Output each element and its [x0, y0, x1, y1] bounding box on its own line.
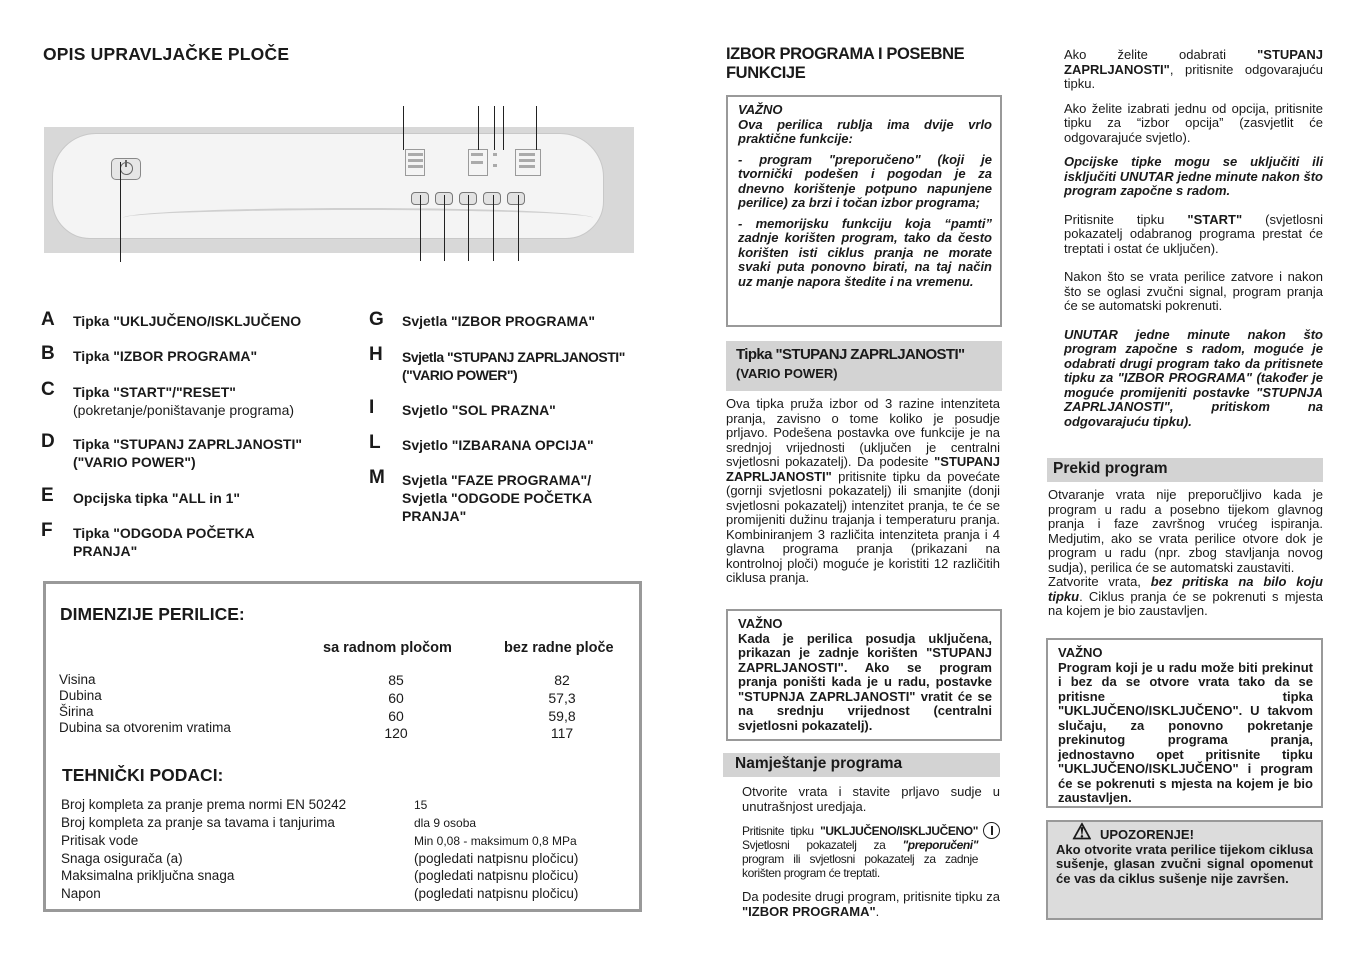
- led: [493, 153, 497, 156]
- setting-text-bold-italic: "preporučeni": [902, 838, 978, 852]
- tech-label: Broj kompleta za pranje prema normi EN 50242: [61, 797, 347, 812]
- led: [519, 165, 535, 168]
- setting-text: .: [875, 903, 880, 919]
- dimensions-box: [43, 581, 642, 912]
- tech-label: Napon: [61, 886, 101, 901]
- vario-text: pritisnite tipku da povećate (gornji svjetlosni pokazatelj) ili smanjite (donji svjetlosni pokazatelj) intenzitet pranja, te će se promijeniti dužinu trajanja i temperaturu pranja. Kombiniranjem 3 različita intenziteta pranja i 4 glavna programa pranja (prikazani na kontrolnoj ploči) moguće je koristiti 12 različitih ciklusa pranja.: [726, 468, 1000, 585]
- tech-value: (pogledati natpisnu pločicu): [414, 851, 579, 866]
- important-text: Ova perilica rublja ima dvije vrlo praktične funkcije:: [738, 116, 992, 146]
- warning-head: UPOZORENJE!: [1100, 827, 1194, 842]
- warning-box: [1046, 820, 1323, 920]
- legend-note: (pokretanje/poništavanje programa): [73, 402, 295, 418]
- important-text: - program "preporučeno" (koji je tvornički podešen i pogodan je za dnevno korištenje potpuno napunjene perilice) za brzi i točan izbor programa;: [738, 151, 992, 210]
- vario-text: Ova tipka pruža izbor od 3 razine intenziteta pranja, zavisno o tome koliko je posudje prljavo. Podešena postavka ove funkcije je na srednjoj vrijednosti (uključen je centralni svjetlosni pokazatelj). Da podesite: [726, 396, 1000, 469]
- right-paragraph: [1064, 48, 1323, 92]
- legend-letter: A: [41, 309, 55, 330]
- right-text: Pritisnite tipku: [1064, 211, 1188, 227]
- dimensions-heading: DIMENZIJE PERILICE:: [60, 604, 245, 624]
- setting-text-bold: "IZBOR PROGRAMA": [742, 903, 876, 919]
- legend-item: Svjetla "IZBOR PROGRAMA": [402, 313, 595, 329]
- legend-item: Tipka "IZBOR PROGRAMA": [73, 348, 258, 364]
- important-text: Program koji je u radu može biti prekinut i bez da se otvore vrata tako da se pritisne tipka "UKLJUČENO/ISKLJUČENO". U takvom slučaju, za ponovno pokretanje prekinutog programa pranja, jednostavno opet pritisnite tipku "UKLJUČENO/ISKLJUČENO" i program će se pokrenuti s mjesta na kojem je bio zaustavljen.: [1058, 659, 1313, 805]
- dimension-value-with: 85: [388, 672, 404, 688]
- setting-text: Svjetlosni pokazatelj za: [742, 838, 903, 852]
- legend-letter: G: [369, 309, 384, 330]
- tech-value: (pogledati natpisnu pločicu): [414, 886, 579, 901]
- dimension-label: Širina: [59, 704, 94, 719]
- vario-text-bold: "STUPANJ ZAPRLJANOSTI": [726, 454, 1000, 484]
- callout-line: [444, 195, 445, 261]
- vario-description: [726, 397, 1000, 586]
- pause-paragraph: Otvaranje vrata nije preporučljivo kada je program u radu a posebno tijekom glavnog pranja i faze završnog vrućeg ispiranja. Medjutim, ako se vrata perilice otvore dok je program u radu (npr. zbog stavljanja novog sudja), perilica će se automatski zaustaviti.: [1048, 487, 1323, 575]
- legend-letter: L: [369, 432, 381, 453]
- vario-subtitle: (VARIO POWER): [736, 366, 838, 381]
- setting-text: Pritisnite tipku: [742, 824, 821, 838]
- legend-item: Svjetlo "SOL PRAZNA": [402, 402, 556, 418]
- legend-item: Opcijska tipka "ALL in 1": [73, 490, 241, 506]
- tech-value: Min 0,08 - maksimum 0,8 MPa: [414, 834, 577, 848]
- setting-text: [742, 785, 1000, 919]
- pause-text-bold-italic: bez pritiska na bilo koju tipku: [1048, 574, 1323, 604]
- legend-label: Tipka "START"/"RESET": [73, 384, 236, 400]
- callout-line: [493, 195, 494, 261]
- dimension-value-with: 120: [384, 725, 408, 741]
- legend-letter: E: [41, 485, 54, 506]
- tech-label: Maksimalna priključna snaga: [61, 868, 235, 883]
- power-icon: [983, 822, 1000, 839]
- setting-text: program ili svjetlosni pokazatelj za zadnje korišten program će treptati.: [742, 852, 978, 880]
- dimension-value-with: 60: [388, 690, 404, 706]
- dimensions-col-with: sa radnom pločom: [323, 640, 452, 656]
- legend-item: Tipka "STUPANJ ZAPRLJANOSTI" ("VARIO POWER"): [73, 436, 303, 470]
- led: [408, 159, 423, 162]
- tech-value: dla 9 osoba: [414, 816, 477, 830]
- panel-curve: [123, 208, 593, 228]
- important-box-functions: [726, 95, 1002, 327]
- important-box-pause: [1046, 638, 1323, 808]
- setting-heading: Namještanje programa: [723, 753, 1000, 777]
- legend-letter: F: [41, 520, 53, 541]
- led: [493, 164, 497, 167]
- right-paragraph: [1064, 213, 1323, 257]
- section-title: IZBOR PROGRAMA I POSEBNE FUNKCIJE: [726, 45, 965, 82]
- legend-item: Svjetlo "IZBARANA OPCIJA": [402, 437, 594, 453]
- callout-line: [120, 162, 121, 262]
- setting-paragraph: [742, 890, 1000, 919]
- right-paragraph-emph: Opcijske tipke mogu se uključiti ili isključiti UNUTAR jedne minute nakon što program započne s radom.: [1064, 154, 1323, 198]
- warning-icon: ⚠: [1072, 819, 1092, 844]
- led: [519, 159, 535, 162]
- led: [408, 153, 423, 156]
- led: [519, 153, 535, 156]
- legend-item: Svjetla "FAZE PROGRAMA"/ Svjetla "ODGODE POČETKA PRANJA": [402, 472, 592, 524]
- legend-item: [73, 383, 353, 419]
- pause-text: Zatvorite vrata,: [1048, 574, 1151, 589]
- power-button-drawing: [111, 158, 141, 180]
- pause-text: . Ciklus pranja će se pokrenuti s mjesta na kojem je bio zaustavljen.: [1048, 588, 1323, 618]
- dimension-value-without: 59,8: [548, 708, 576, 724]
- pause-heading: Prekid program: [1047, 458, 1323, 482]
- important-box-vario: [726, 609, 1002, 741]
- legend-item: Tipka "UKLJUČENO/ISKLJUČENO: [73, 313, 302, 329]
- dimension-value-without: 82: [554, 672, 570, 688]
- option-button-drawing: [483, 192, 501, 205]
- right-text: (svjetlosni pokazatelj odabranog programa prestat će treptati i ostat će uključen).: [1064, 211, 1323, 256]
- vario-title: Tipka "STUPANJ ZAPRLJANOSTI": [736, 346, 965, 363]
- legend-letter: I: [369, 397, 375, 418]
- pause-paragraph: [1048, 575, 1323, 619]
- legend-letter: D: [41, 431, 55, 452]
- important-head: VAŽNO: [1058, 645, 1103, 660]
- dimension-value-without: 117: [550, 725, 574, 741]
- legend-letter: H: [369, 344, 383, 365]
- panel-body: [52, 133, 604, 239]
- right-paragraph-emph: UNUTAR jedne minute nakon što program započne s radom, moguće je odabrati drugi program tako da pritisnete tipku za "IZBOR PROGRAMA" (također je moguće promijeniti postavke "STUPNJA ZAPRLJANOSTI", pritiskom na odgovarajuću tipku).: [1064, 326, 1323, 429]
- dimension-value-without: 57,3: [548, 690, 576, 706]
- tech-label: Pritisak vode: [61, 833, 139, 848]
- led: [471, 161, 483, 164]
- page-title: OPIS UPRAVLJAČKE PLOČE: [43, 44, 290, 64]
- warning-text: Ako otvorite vrata perilice tijekom ciklusa sušenje, glasan zvučni signal opomenut će vas da ciklus sušenje nije završen.: [1056, 841, 1313, 886]
- right-paragraph: Nakon što se vrata perilice zatvore i nakon što se oglasi zvučni signal, program pranja će se automatski pokrenuti.: [1064, 269, 1323, 313]
- dimensions-col-without: bez radne ploče: [504, 640, 614, 656]
- callout-line: [468, 195, 469, 261]
- tech-heading: TEHNIČKI PODACI:: [62, 765, 224, 785]
- callout-line: [420, 195, 421, 261]
- warning-head-row: [1056, 819, 1313, 844]
- led: [471, 153, 483, 156]
- callout-line: [494, 106, 495, 150]
- callout-line: [403, 106, 404, 150]
- tech-label: Broj kompleta za pranje sa tavama i tanjurima: [61, 815, 335, 830]
- setting-text: Da podesite drugi program, pritisnite tipku za: [742, 889, 1000, 904]
- dimension-value-with: 60: [388, 708, 404, 724]
- legend-item: Tipka "ODGODA POČETKA PRANJA": [73, 525, 255, 559]
- tech-value: (pogledati natpisnu pločicu): [414, 868, 579, 883]
- delay-button-drawing: [507, 192, 525, 205]
- setting-paragraph: [742, 824, 1000, 880]
- important-head: VAŽNO: [738, 616, 783, 631]
- panel-background: [44, 127, 634, 253]
- right-text: Ako želite odabrati: [1064, 47, 1258, 62]
- important-text: - memorijsku funkciju koja “pamti” zadnje korišten program, tako da često korišten isti ciklus pranja ne morate svaki puta ponovno birati, na taj način uz manje napora štedite i na vremenu.: [738, 215, 992, 289]
- dimension-label: Dubina: [59, 688, 102, 703]
- legend-letter: M: [369, 467, 385, 488]
- power-icon: [120, 162, 133, 175]
- right-text: , pritisnite odgovarajuću tipku.: [1064, 61, 1323, 91]
- callout-line: [478, 106, 479, 150]
- right-text: [1064, 48, 1323, 429]
- right-text-bold: "STUPANJ ZAPRLJANOSTI": [1064, 47, 1323, 77]
- setting-text-bold: "UKLJUČENO/ISKLJUČENO": [820, 824, 978, 838]
- right-paragraph: Ako želite izabrati jednu od opcija, pritisnite tipku za “izbor opcija” (zasvjetlit će odgovarajuće svjetlo).: [1064, 100, 1323, 145]
- important-head: VAŽNO: [738, 102, 783, 117]
- legend-item: Svjetla "STUPANJ ZAPRLJANOSTI" ("VARIO POWER"): [402, 349, 625, 383]
- tech-value: 15: [414, 798, 428, 812]
- dimension-label: Dubina sa otvorenim vratima: [59, 720, 231, 735]
- pause-text: [1048, 488, 1323, 619]
- led: [408, 165, 423, 168]
- vario-heading: [726, 341, 1002, 391]
- dimension-label: Visina: [59, 672, 96, 687]
- callout-line: [503, 106, 504, 150]
- callout-line: [536, 106, 537, 150]
- important-text: Kada je perilica posudja uključena, prikazan je zadnje korišten "STUPANJ ZAPRLJANOSTI". Ako se program pranja poništi kada je u radu, postavke "STUPNJA ZAPRLJANOSTI" vratit će se na srednju vrijednost (centralni svjetlosni pokazatelj).: [738, 630, 992, 733]
- right-text-bold: "START": [1187, 211, 1243, 227]
- legend-letter: C: [41, 379, 55, 400]
- callout-line: [518, 195, 519, 261]
- setting-paragraph: Otvorite vrata i stavite prljavo sudje u unutrašnjost uredjaja.: [742, 784, 1000, 814]
- tech-label: Snaga osigurača (a): [61, 851, 183, 866]
- legend-letter: B: [41, 343, 55, 364]
